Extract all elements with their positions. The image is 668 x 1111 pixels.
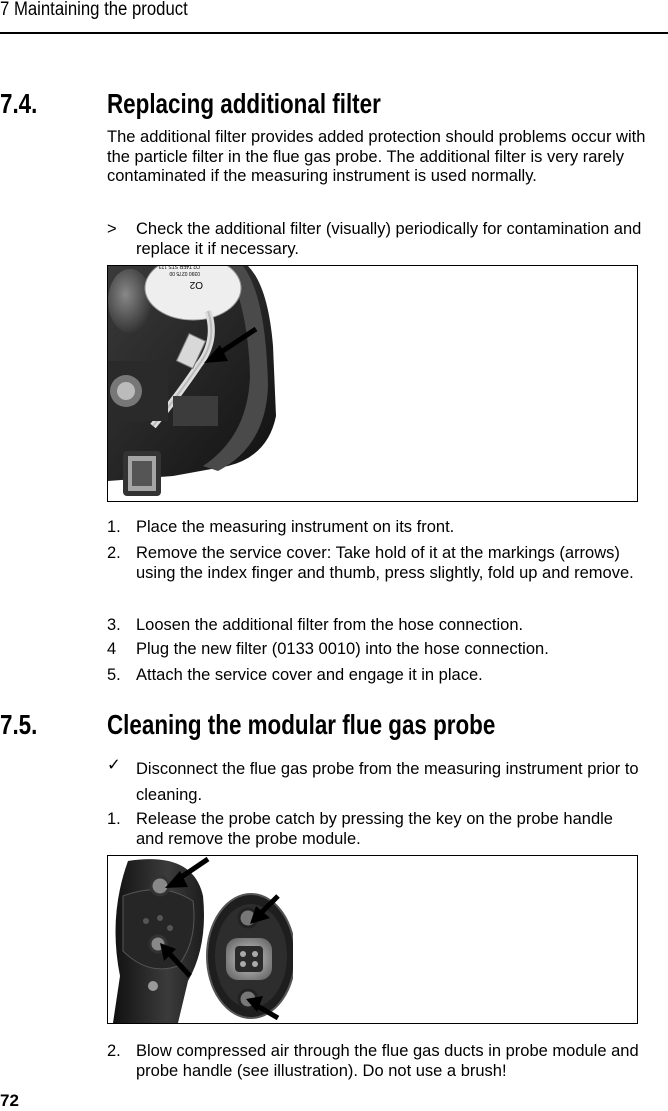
step-item (107, 616, 642, 636)
sensor-label-serial: O2 T4FR STS 123 (158, 266, 200, 269)
figure-instrument-open (107, 265, 638, 502)
check-text: Check the additional filter (visually) periodically for contamination and replace it if necessary. (136, 220, 642, 258)
step-item (107, 518, 642, 538)
page-number: 72 (0, 1091, 19, 1110)
checkmark-icon: ✓ (107, 756, 121, 774)
step-item (107, 810, 642, 849)
figure-probe-module (107, 855, 638, 1024)
step-item (107, 640, 642, 660)
step-item (107, 666, 642, 686)
step-text: Plug the new filter (0133 0010) into the hose connection. (136, 640, 549, 658)
step-text: Place the measuring instrument on its front. (136, 518, 455, 536)
step-marker: 1. (107, 518, 121, 536)
sensor-label-part: 0390 0275 00 (169, 270, 200, 276)
step-marker: 3. (107, 616, 121, 634)
step-text: Attach the service cover and engage it in place. (136, 666, 483, 684)
check-instruction (107, 220, 642, 259)
prerequisite-item (107, 756, 642, 808)
running-header: 7 Maintaining the product (0, 0, 188, 20)
step-text: Blow compressed air through the flue gas ducts in probe module and probe handle (see illustration). Do not use a brush! (136, 1042, 639, 1080)
section-intro: The additional filter provides added protection should problems occur with the particle filter in the flue gas probe. The additional filter is very rarely contaminated if the measuring instrument is used normally. (107, 128, 646, 185)
instrument-photo (108, 266, 637, 501)
section-number: 7.5. (0, 709, 38, 740)
step-text: Loosen the additional filter from the hose connection. (136, 616, 524, 634)
step-text: Release the probe catch by pressing the key on the probe handle and remove the probe module. (136, 810, 613, 848)
step-item (107, 1042, 642, 1081)
step-marker: 2. (107, 1042, 121, 1060)
step-text: Remove the service cover: Take hold of it at the markings (arrows) using the index finger and thumb, press slightly, fold up and remove. (136, 544, 634, 582)
probe-photo (108, 856, 637, 1023)
section-title: Cleaning the modular flue gas probe (107, 709, 496, 740)
section-title: Replacing additional filter (107, 88, 381, 119)
section-number: 7.4. (0, 88, 38, 119)
step-marker: 5. (107, 666, 121, 684)
prerequisite-text: Disconnect the flue gas probe from the measuring instrument prior to cleaning. (136, 760, 639, 804)
step-marker: 2. (107, 544, 121, 562)
step-item (107, 544, 642, 583)
header-rule (0, 32, 668, 34)
step-marker: 4 (107, 640, 117, 658)
sensor-label-o2: O2 (189, 279, 203, 290)
step-marker: 1. (107, 810, 121, 828)
check-marker: > (107, 220, 117, 238)
